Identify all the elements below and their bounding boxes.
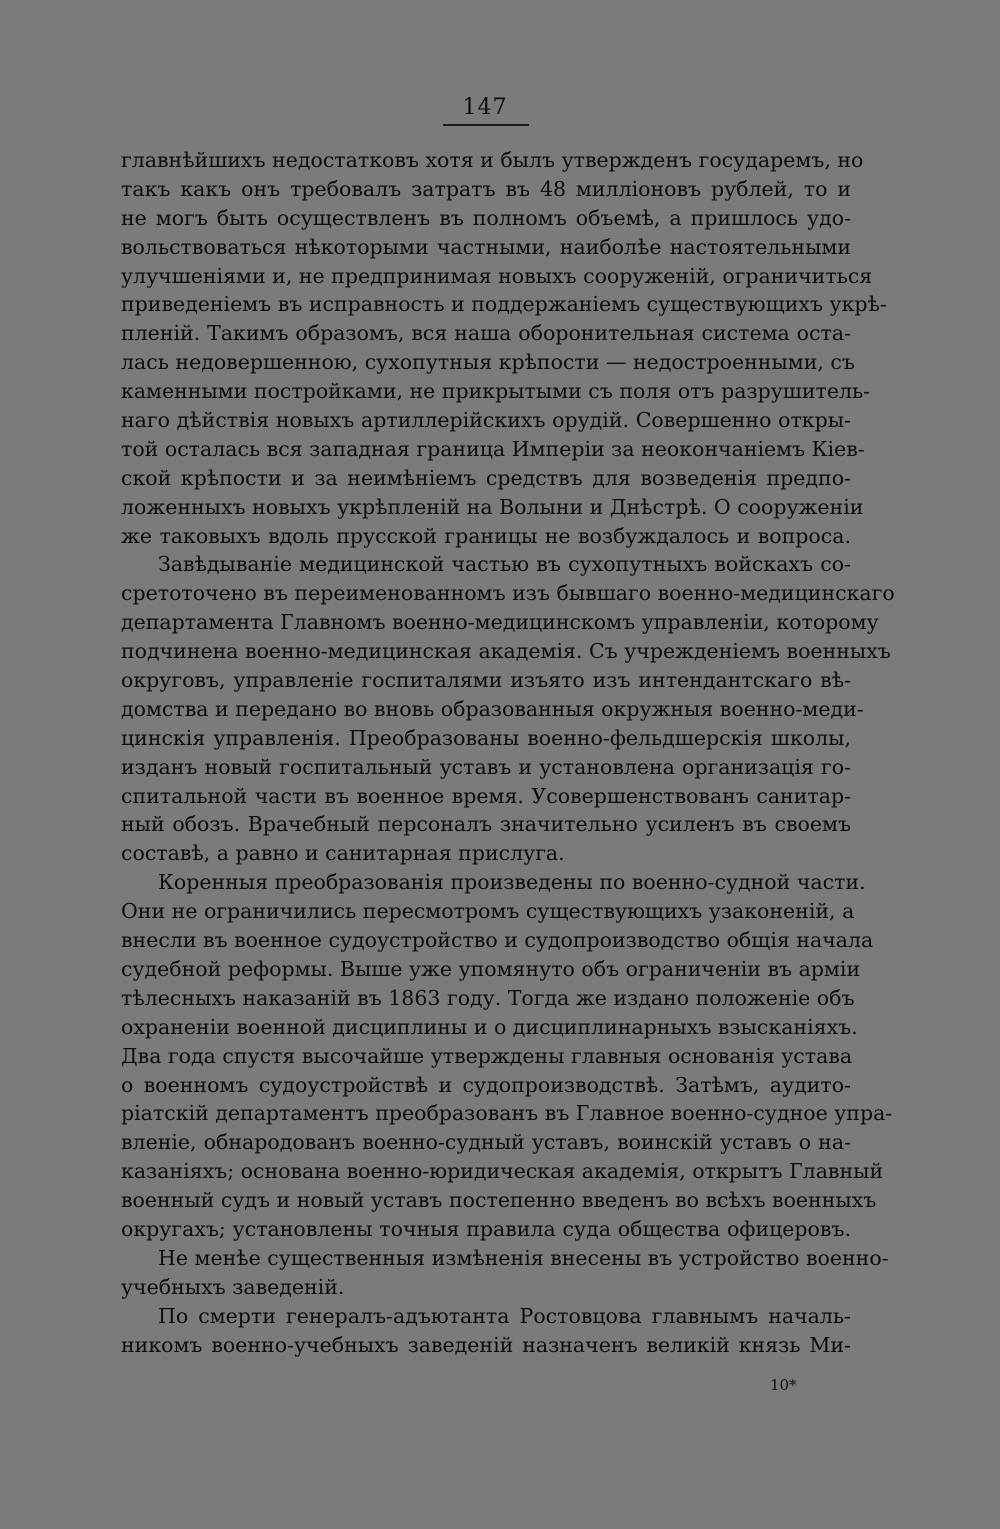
text-line: же таковыхъ вдоль прусской границы не возбуждалось и вопроса. <box>121 523 851 548</box>
text-line: вольствоваться нѣкоторыми частными, наиболѣе настоятельными <box>121 234 851 259</box>
paragraph-start-line: Завѣдываніе медицинской частью въ сухопутныхъ войскахъ со- <box>158 552 851 577</box>
text-line: военный судъ и новый уставъ постепенно введенъ во всѣхъ военныхъ <box>121 1188 877 1213</box>
page-number: 147 <box>462 95 508 120</box>
text-line: приведеніемъ въ исправность и поддержаніемъ существующихъ укрѣ- <box>121 292 887 317</box>
text-line: ный обозъ. Врачебный персоналъ значительно усиленъ въ своемъ <box>121 812 851 837</box>
paragraph-end-line: составѣ, а равно и санитарная прислуга. <box>121 841 565 866</box>
text-line: изданъ новый госпитальный уставъ и установлена организація го- <box>121 754 851 779</box>
paragraph-end-line: учебныхъ заведеній. <box>121 1274 345 1299</box>
paragraph-start-line: Не менѣе существенныя измѣненія внесены въ устройство военно- <box>158 1245 889 1270</box>
text-line: тѣлесныхъ наказаній въ 1863 году. Тогда же издано положеніе объ <box>121 985 855 1010</box>
text-line: Они не ограничились пересмотромъ существующихъ узаконеній, а <box>121 899 855 924</box>
text-line: ріатскій департаментъ преобразованъ въ Главное военно-судное упра- <box>121 1101 893 1126</box>
text-line: Два года спустя высочайше утверждены главныя основанія устава <box>121 1043 853 1068</box>
text-line: судебной реформы. Выше уже упомянуто объ ограниченіи въ арміи <box>121 956 861 981</box>
text-line: округахъ; установлены точныя правила суда общества офицеровъ. <box>121 1216 851 1241</box>
text-line: наго дѣйствія новыхъ артиллерійскихъ орудій. Совершенно откры- <box>121 408 851 433</box>
text-line: улучшеніями и, не предпринимая новыхъ сооруженій, ограничиться <box>121 263 873 288</box>
text-line: цинскія управленія. Преобразованы военно-фельдшерскія школы, <box>121 725 851 750</box>
text-line: ложенныхъ новыхъ укрѣпленій на Волыни и Днѣстрѣ. О сооруженіи <box>121 494 864 519</box>
text-line: казаніяхъ; основана военно-юридическая академія, открытъ Главный <box>121 1159 884 1184</box>
text-line: подчинена военно-медицинская академія. Съ учрежденіемъ военныхъ <box>121 639 891 664</box>
text-line: домства и передано во вновь образованныя окружныя военно-меди- <box>121 696 864 721</box>
text-line: охраненіи военной дисциплины и о дисциплинарныхъ взысканіяхъ. <box>121 1014 858 1039</box>
text-line: спитальной части въ военное время. Усовершенствованъ санитар- <box>121 783 851 808</box>
paragraph-start-line: По смерти генералъ-адъютанта Ростовцова главнымъ началь- <box>158 1303 851 1328</box>
text-line: департамента Главномъ военно-медицинскомъ управленіи, которому <box>121 610 879 635</box>
paragraph-start-line: Коренныя преобразованія произведены по военно-судной части. <box>158 870 866 895</box>
text-line: пленій. Такимъ образомъ, вся наша оборонительная система оста- <box>121 321 851 346</box>
text-line: такъ какъ онъ требовалъ затратъ въ 48 милліоновъ рублей, то и <box>121 176 851 201</box>
page-number-underline <box>443 124 529 126</box>
signature-mark: 10* <box>770 1376 797 1394</box>
text-line: сретоточено въ переименованномъ изъ бывшаго военно-медицинскаго <box>121 581 895 606</box>
text-line: никомъ военно-учебныхъ заведеній назначенъ великій князь Ми- <box>121 1332 851 1357</box>
body-text <box>121 146 895 1359</box>
text-line: внесли въ военное судоустройство и судопроизводство общія начала <box>121 928 874 953</box>
text-line: округовъ, управленіе госпиталями изъято изъ интендантскаго вѣ- <box>121 668 851 693</box>
text-line: вленіе, обнародованъ военно-судный уставъ, воинскій уставъ о на- <box>121 1130 851 1155</box>
text-line: ской крѣпости и за неимѣніемъ средствъ для возведенія предпо- <box>121 465 851 490</box>
text-line: о военномъ судоустройствѣ и судопроизводствѣ. Затѣмъ, аудито- <box>121 1072 851 1097</box>
text-line: каменными постройками, не прикрытыми съ поля отъ разрушитель- <box>121 379 871 404</box>
text-line: той осталась вся западная граница Имперіи за неокончаніемъ Кіев- <box>121 436 865 461</box>
text-line: главнѣйшихъ недостатковъ хотя и былъ утвержденъ государемъ, но <box>121 148 864 172</box>
text-line: не могъ быть осуществленъ въ полномъ объемѣ, а пришлось удо- <box>121 205 851 230</box>
text-line: лась недовершенною, сухопутныя крѣпости — недостроенными, съ <box>121 350 855 375</box>
